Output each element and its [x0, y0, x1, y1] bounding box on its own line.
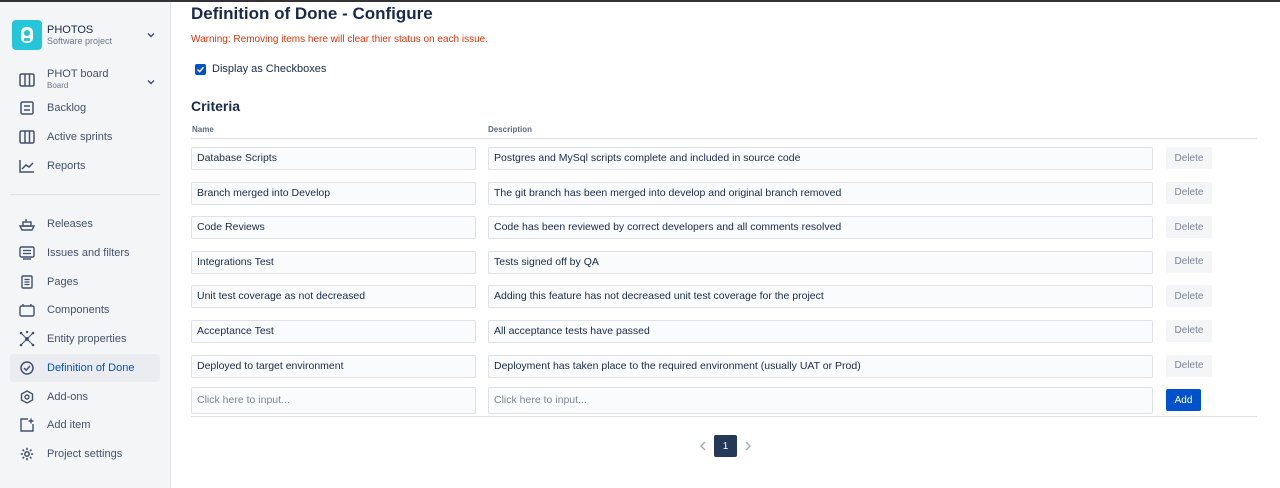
project-type: Software project [47, 35, 113, 46]
network-icon [19, 331, 35, 347]
add-item-icon [19, 417, 35, 433]
criteria-name-input[interactable]: Unit test coverage as not decreased [191, 285, 476, 308]
column-header-name: Name [192, 125, 214, 134]
criteria-name-input[interactable]: Database Scripts [191, 147, 476, 170]
criteria-table [191, 144, 1257, 421]
sidebar-item-label: Backlog [47, 102, 87, 114]
table-bottom-divider [191, 416, 1257, 417]
sidebar-item-label: Add item [47, 419, 91, 431]
criteria-name-input[interactable]: Acceptance Test [191, 320, 476, 343]
project-sidebar [0, 2, 171, 488]
chevron-down-icon[interactable] [146, 27, 156, 45]
table-row [191, 352, 1257, 387]
criteria-name-input[interactable]: Deployed to target environment [191, 355, 476, 378]
table-row [191, 213, 1257, 248]
project-switcher[interactable] [12, 19, 160, 51]
delete-button[interactable]: Delete [1166, 147, 1212, 169]
check-icon [196, 65, 205, 74]
sidebar-item-board[interactable] [10, 66, 160, 94]
sidebar-item-active-sprints[interactable] [10, 123, 160, 151]
criteria-description-input[interactable]: Adding this feature has not decreased unit test coverage for the project [488, 285, 1153, 308]
chevron-left-icon[interactable] [693, 435, 713, 457]
issues-icon [19, 245, 35, 261]
sidebar-item-reports[interactable] [10, 152, 160, 180]
table-row [191, 317, 1257, 352]
delete-button[interactable]: Delete [1166, 251, 1212, 273]
criteria-description-input[interactable]: Deployment has taken place to the required environment (usually UAT or Prod) [488, 355, 1153, 378]
sidebar-item-label [47, 69, 109, 91]
component-icon [19, 302, 35, 318]
pagination [693, 435, 758, 457]
sidebar-item-project-settings[interactable] [10, 440, 160, 468]
sidebar-item-entity-properties[interactable] [10, 325, 160, 353]
addon-icon [19, 389, 35, 405]
delete-button[interactable]: Delete [1166, 216, 1212, 238]
new-description-input[interactable]: Click here to input... [488, 387, 1153, 414]
sprints-icon [19, 129, 35, 145]
sidebar-item-label: Definition of Done [47, 362, 135, 374]
sidebar-item-label: Active sprints [47, 131, 113, 143]
check-circle-icon [19, 360, 35, 376]
delete-button[interactable]: Delete [1166, 182, 1212, 204]
sidebar-item-pages[interactable] [10, 268, 160, 296]
page-icon [19, 274, 35, 290]
delete-button[interactable]: Delete [1166, 320, 1212, 342]
sidebar-item-backlog[interactable] [10, 94, 160, 122]
page-number-button[interactable]: 1 [714, 435, 737, 457]
criteria-description-input[interactable]: All acceptance tests have passed [488, 320, 1153, 343]
display-checkbox-row[interactable] [195, 63, 326, 75]
criteria-name-input[interactable]: Code Reviews [191, 216, 476, 239]
sidebar-item-label: Issues and filters [47, 247, 130, 259]
ship-icon [19, 216, 35, 232]
table-row [191, 144, 1257, 179]
checkbox-label: Display as Checkboxes [212, 63, 327, 75]
reports-icon [19, 158, 35, 174]
board-name: PHOT board [47, 68, 109, 80]
table-row [191, 179, 1257, 214]
camera-icon [18, 25, 36, 45]
new-name-input[interactable]: Click here to input... [191, 387, 476, 414]
main-content [171, 2, 1280, 488]
table-row [191, 282, 1257, 317]
column-header-description: Description [488, 125, 533, 134]
sidebar-item-label: Entity properties [47, 333, 127, 345]
criteria-heading: Criteria [191, 98, 241, 114]
table-top-divider [191, 138, 1257, 139]
sidebar-item-releases[interactable] [10, 210, 160, 238]
delete-button[interactable]: Delete [1166, 285, 1212, 307]
board-sub: Board [47, 81, 69, 90]
sidebar-item-components[interactable] [10, 296, 160, 324]
chevron-down-icon[interactable] [146, 74, 156, 92]
delete-button[interactable]: Delete [1166, 355, 1212, 377]
criteria-description-input[interactable]: Postgres and MySql scripts complete and included in source code [488, 147, 1153, 170]
warning-message: Warning: Removing items here will clear thier status on each issue. [191, 34, 488, 45]
chevron-right-icon[interactable] [738, 435, 758, 457]
sidebar-item-label: Add-ons [47, 391, 88, 403]
criteria-description-input[interactable]: The git branch has been merged into develop and original branch removed [488, 182, 1153, 205]
sidebar-item-label: Pages [47, 276, 79, 288]
sidebar-item-label: Releases [47, 218, 93, 230]
board-icon [19, 72, 35, 88]
gear-icon [19, 446, 35, 462]
sidebar-item-label: Reports [47, 160, 86, 172]
project-avatar [12, 20, 42, 50]
criteria-description-input[interactable]: Tests signed off by QA [488, 251, 1153, 274]
display-as-checkboxes-checkbox[interactable] [195, 64, 206, 75]
backlog-icon [19, 100, 35, 116]
project-name: PHOTOS [47, 23, 94, 36]
page-title: Definition of Done - Configure [191, 4, 433, 23]
table-row [191, 248, 1257, 283]
sidebar-item-add-item[interactable] [10, 411, 160, 439]
sidebar-item-add-ons[interactable] [10, 383, 160, 411]
sidebar-item-label: Project settings [47, 448, 123, 460]
sidebar-item-definition-of-done[interactable] [10, 354, 160, 382]
sidebar-item-label: Components [47, 304, 110, 316]
criteria-description-input[interactable]: Code has been reviewed by correct developers and all comments resolved [488, 216, 1153, 239]
add-button[interactable]: Add [1166, 389, 1201, 411]
criteria-name-input[interactable]: Branch merged into Develop [191, 182, 476, 205]
sidebar-divider [10, 194, 160, 195]
sidebar-item-issues-and-filters[interactable] [10, 239, 160, 267]
criteria-name-input[interactable]: Integrations Test [191, 251, 476, 274]
